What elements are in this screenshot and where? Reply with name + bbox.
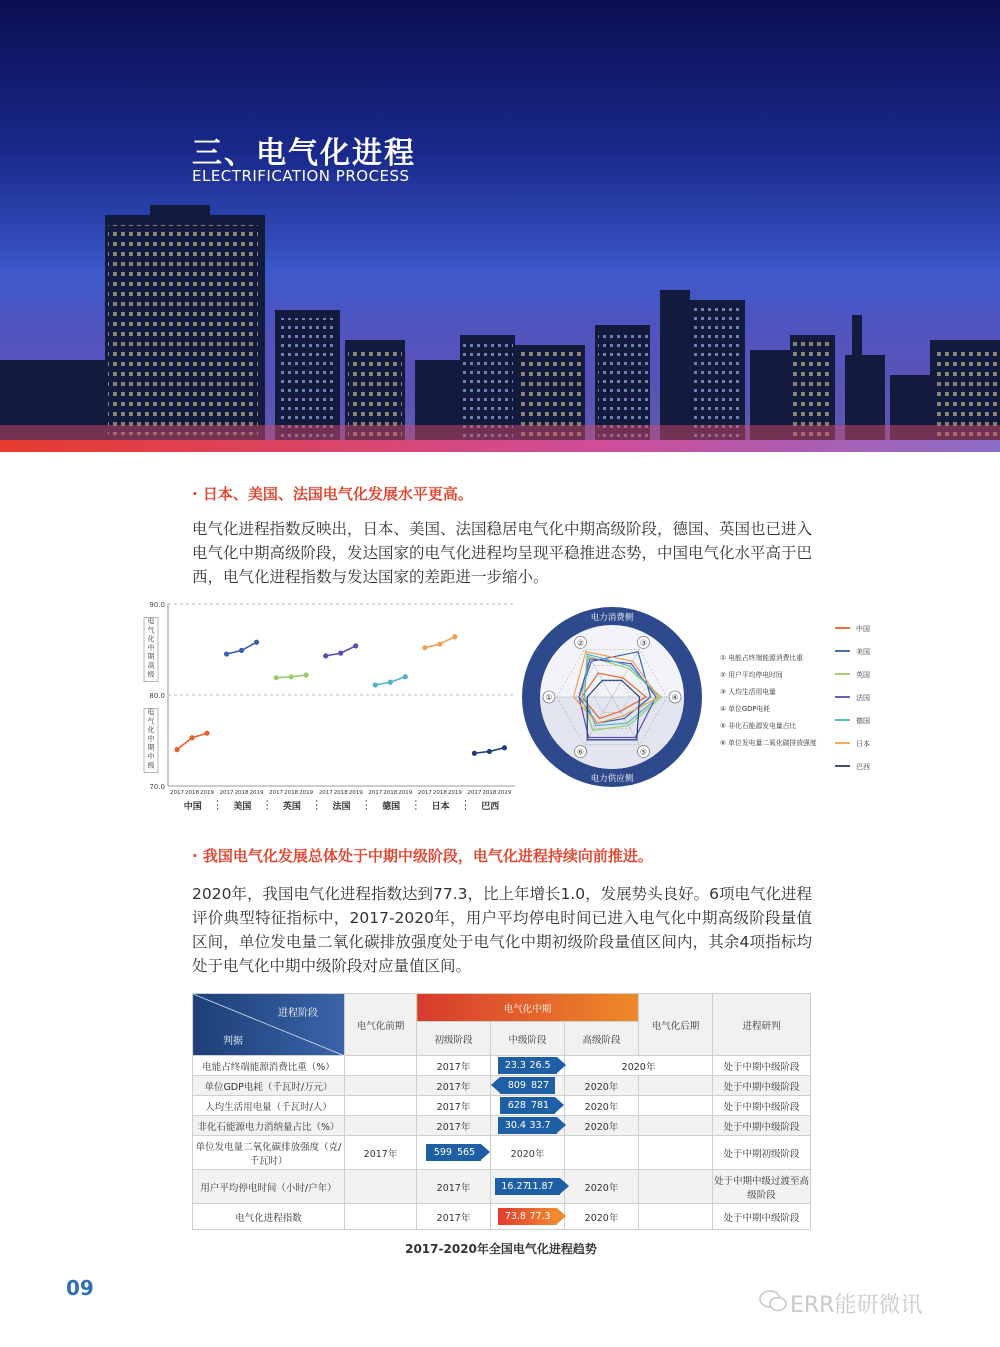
x-category-label: 美国 xyxy=(233,802,252,812)
data-point xyxy=(472,751,477,756)
trend-arrow: 628 781 xyxy=(500,1097,555,1114)
x-tick-year: 2018 xyxy=(284,790,299,796)
x-tick-year: 2019 xyxy=(497,790,512,796)
cell-early xyxy=(345,1076,417,1096)
radar-indicator-label: ④ 单位GDP电耗 xyxy=(720,705,771,713)
cell-late xyxy=(639,1136,713,1170)
radar-indicator-label: ⑥ 单位发电量二氧化碳排放强度 xyxy=(720,739,817,747)
x-tick-year: 2017 xyxy=(318,790,333,796)
page-subtitle: ELECTRIFICATION PROCESS xyxy=(192,167,410,185)
x-tick-year: 2017 xyxy=(417,790,432,796)
data-point xyxy=(174,747,179,752)
data-point xyxy=(254,640,259,645)
data-point xyxy=(338,651,343,656)
table-corner-header xyxy=(193,994,345,1056)
watermark-text: ERR能研微讯 xyxy=(790,1293,923,1318)
row-label: 电气化进程指数 xyxy=(193,1204,345,1230)
data-point xyxy=(373,682,378,687)
cell-arrow xyxy=(491,1076,565,1096)
radar-axis-marker-label: ③ xyxy=(639,638,648,648)
row-label: 单位GDP电耗（千瓦时/万元） xyxy=(193,1076,345,1096)
band-label-char: 化 xyxy=(147,635,155,644)
cell-early xyxy=(345,1170,417,1204)
cell-arrow xyxy=(491,1056,565,1076)
x-tick-year: 2019 xyxy=(447,790,462,796)
band-label-char: 化 xyxy=(147,726,155,735)
col-mid-high: 高级阶段 xyxy=(565,1022,639,1056)
electrification-stage-table xyxy=(192,993,811,1230)
cell-judge: 处于中期中级阶段 xyxy=(713,1204,811,1230)
cell-early xyxy=(345,1116,417,1136)
page-title: 三、电气化进程 xyxy=(192,136,416,171)
legend-label: 英国 xyxy=(856,671,870,679)
section-2-paragraph: 2020年，我国电气化进程指数达到77.3，比上年增长1.0，发展势头良好。6项电气化进程评价典型特征指标中，2017-2020年，用户平均停电时间已进入电气化中期高级阶段量值区间，单位发电量二氧化碳排放强度处于电气化中期初级阶段量值区间内，其余4项指标均处于电气化中期中级阶段对应量值区间。 xyxy=(192,885,812,975)
x-tick-year: 2018 xyxy=(234,790,249,796)
x-category-label: 法国 xyxy=(332,802,351,812)
x-tick-year: 2017 xyxy=(219,790,234,796)
x-tick-year: 2018 xyxy=(185,790,199,796)
band-label-char: 级 xyxy=(147,761,155,770)
corner-bottom-label: 判据 xyxy=(223,1036,243,1047)
table-caption: 2017-2020年全国电气化进程趋势 xyxy=(405,1242,597,1256)
trend-arrow: 23.3 26.5 xyxy=(498,1057,556,1074)
cell-late xyxy=(639,1170,713,1204)
x-tick-year: 2017 xyxy=(368,790,383,796)
cell-late xyxy=(639,1096,713,1116)
city-skyline-image xyxy=(0,0,1000,440)
cell-early xyxy=(345,1096,417,1116)
x-tick-year: 2019 xyxy=(249,790,264,796)
cell-arrow xyxy=(491,1096,565,1116)
band-label-char: 电 xyxy=(147,617,155,626)
cell-late xyxy=(639,1204,713,1230)
band-label-char: 气 xyxy=(147,626,155,635)
cell-year-end: 2020年 xyxy=(565,1116,639,1136)
cell-judge: 处于中期中级阶段 xyxy=(713,1076,811,1096)
cell-judge: 处于中期初级阶段 xyxy=(713,1136,811,1170)
band-label-char: 期 xyxy=(147,652,155,661)
page-number: 09 xyxy=(66,1276,94,1300)
cell-year-end: 2020年 xyxy=(491,1136,565,1170)
x-tick-year: 2018 xyxy=(482,790,497,796)
row-label: 用户平均停电时间（小时/户年） xyxy=(193,1170,345,1204)
x-category-label: 德国 xyxy=(382,802,401,812)
cell-year-start: 2017年 xyxy=(345,1136,417,1170)
cell-year-start: 2017年 xyxy=(417,1056,491,1076)
radar-axis-marker-label: ⑤ xyxy=(639,747,648,757)
cell-early xyxy=(345,1056,417,1076)
cell-year-start: 2017年 xyxy=(417,1076,491,1096)
x-category-label: 日本 xyxy=(431,802,450,812)
x-tick-year: 2018 xyxy=(383,790,398,796)
cell-late xyxy=(639,1116,713,1136)
band-label-char: 气 xyxy=(147,717,155,726)
cell-judge: 处于中期中级阶段 xyxy=(713,1116,811,1136)
cell-year-start: 2017年 xyxy=(417,1170,491,1204)
radar-bottom-label: 电力供应侧 xyxy=(590,774,634,784)
col-mid-mid: 中级阶段 xyxy=(491,1022,565,1056)
cell-judge: 处于中期中级阶段 xyxy=(713,1096,811,1116)
cell-arrow xyxy=(491,1204,565,1230)
data-point xyxy=(274,675,279,680)
header-stripe xyxy=(0,440,1000,452)
data-point xyxy=(189,735,194,740)
section-1-heading: · 日本、美国、法国电气化发展水平更高。 xyxy=(192,485,473,503)
x-tick-year: 2018 xyxy=(432,790,447,796)
row-label: 电能占终端能源消费比重（%） xyxy=(193,1056,345,1076)
data-point xyxy=(452,634,457,639)
cell-judge: 处于中期中级阶段 xyxy=(713,1056,811,1076)
legend-label: 日本 xyxy=(856,740,870,748)
radar-indicator-label: ② 用户平均停电时间 xyxy=(720,671,783,679)
data-point xyxy=(353,643,358,648)
legend-label: 美国 xyxy=(856,648,870,656)
band-label-char: 高 xyxy=(147,661,155,670)
band-label-char: 级 xyxy=(147,670,155,679)
x-tick-year: 2019 xyxy=(299,790,314,796)
cell-arrow xyxy=(491,1170,565,1204)
section-2-heading: · 我国电气化发展总体处于中期中级阶段，电气化进程持续向前推进。 xyxy=(192,847,653,865)
data-point xyxy=(388,680,393,685)
y-tick-label: 80.0 xyxy=(149,692,165,700)
legend-label: 中国 xyxy=(856,625,870,633)
radar-indicator-label: ① 电能占终端能源消费比重 xyxy=(720,654,804,662)
corner-diagonal xyxy=(193,994,345,1056)
cell-year-start: 2017年 xyxy=(417,1116,491,1136)
trend-arrow: 809 827 xyxy=(500,1077,555,1094)
section-1-paragraph: 电气化进程指数反映出，日本、美国、法国稳居电气化中期高级阶段，德国、英国也已进入电气化中期高级阶段，发达国家的电气化进程均呈现平稳推进态势，中国电气化水平高于巴西，电气化进程指数与发达国家的差距进一步缩小。 xyxy=(192,520,813,586)
x-category-label: 中国 xyxy=(183,802,202,812)
x-category-label: 巴西 xyxy=(481,802,500,812)
data-point xyxy=(422,645,427,650)
x-tick-year: 2019 xyxy=(398,790,413,796)
trend-arrow: 599 565 xyxy=(426,1144,481,1161)
data-point xyxy=(487,749,492,754)
cell-year-end: 2020年 xyxy=(565,1170,639,1204)
data-point xyxy=(204,731,209,736)
band-label-char: 中 xyxy=(147,643,155,652)
cell-year-start: 2017年 xyxy=(417,1096,491,1116)
radar-axis-marker-label: ② xyxy=(576,638,585,648)
cell-year-end: 2020年 xyxy=(565,1096,639,1116)
cell-mid-high xyxy=(565,1136,639,1170)
cell-year-end: 2020年 xyxy=(565,1076,639,1096)
cell-judge: 处于中期中级过渡至高级阶段 xyxy=(713,1170,811,1204)
radar-axis-marker-label: ④ xyxy=(671,693,679,702)
trend-arrow: 16.27 11.87 xyxy=(495,1178,559,1195)
data-point xyxy=(403,674,408,679)
electrification-index-line-chart xyxy=(140,596,520,816)
col-late: 电气化后期 xyxy=(639,994,713,1056)
x-tick-year: 2019 xyxy=(348,790,363,796)
header-banner xyxy=(0,0,1000,440)
data-point xyxy=(224,651,229,656)
data-point xyxy=(289,674,294,679)
col-mid: 电气化中期 xyxy=(417,994,639,1022)
y-tick-label: 70.0 xyxy=(149,783,165,791)
band-label-char: 电 xyxy=(147,708,155,717)
row-label: 人均生活用电量（千瓦时/人） xyxy=(193,1096,345,1116)
data-point xyxy=(304,672,309,677)
x-tick-year: 2017 xyxy=(170,790,184,796)
legend-label: 德国 xyxy=(856,717,870,725)
col-mid-low: 初级阶段 xyxy=(417,1022,491,1056)
radar-indicator-label: ⑤ 非化石能源发电量占比 xyxy=(720,722,797,730)
col-judge: 进程研判 xyxy=(713,994,811,1056)
data-point xyxy=(502,745,507,750)
x-tick-year: 2019 xyxy=(200,790,214,796)
trend-arrow: 73.8 77.3 xyxy=(498,1208,556,1225)
band-label-char: 中 xyxy=(147,734,155,743)
data-point xyxy=(323,653,328,658)
x-category-label: 英国 xyxy=(282,802,301,812)
cell-early xyxy=(345,1204,417,1230)
cell-year-end: 2020年 xyxy=(565,1204,639,1230)
data-point xyxy=(437,641,442,646)
cell-year-end: 2020年 xyxy=(565,1056,713,1076)
row-label: 单位发电量二氧化碳排放强度（克/千瓦时） xyxy=(193,1136,345,1170)
corner-top-label: 进程阶段 xyxy=(278,1008,318,1019)
cell-arrow xyxy=(491,1116,565,1136)
band-label-char: 期 xyxy=(147,743,155,752)
data-point xyxy=(239,648,244,653)
x-tick-year: 2017 xyxy=(269,790,284,796)
radar-indicator-label: ③ 人均生活用电量 xyxy=(720,688,776,696)
y-tick-label: 90.0 xyxy=(149,601,165,609)
legend-label: 法国 xyxy=(856,694,870,702)
x-tick-year: 2018 xyxy=(333,790,348,796)
wechat-icon xyxy=(758,1288,788,1314)
row-label: 非化石能源电力消纳量占比（%） xyxy=(193,1116,345,1136)
radar-axis-marker-label: ① xyxy=(545,693,553,702)
band-label-char: 中 xyxy=(147,752,155,761)
x-tick-year: 2017 xyxy=(467,790,482,796)
radar-axis-marker-label: ⑥ xyxy=(576,747,585,757)
cell-year-start: 2017年 xyxy=(417,1204,491,1230)
electrification-radar-chart xyxy=(520,600,890,795)
radar-top-label: 电力消费侧 xyxy=(590,613,634,623)
trend-arrow: 30.4 33.7 xyxy=(498,1117,556,1134)
cell-late xyxy=(639,1076,713,1096)
cell-arrow xyxy=(417,1136,491,1170)
col-early: 电气化前期 xyxy=(345,994,417,1056)
legend-label: 巴西 xyxy=(856,763,870,771)
